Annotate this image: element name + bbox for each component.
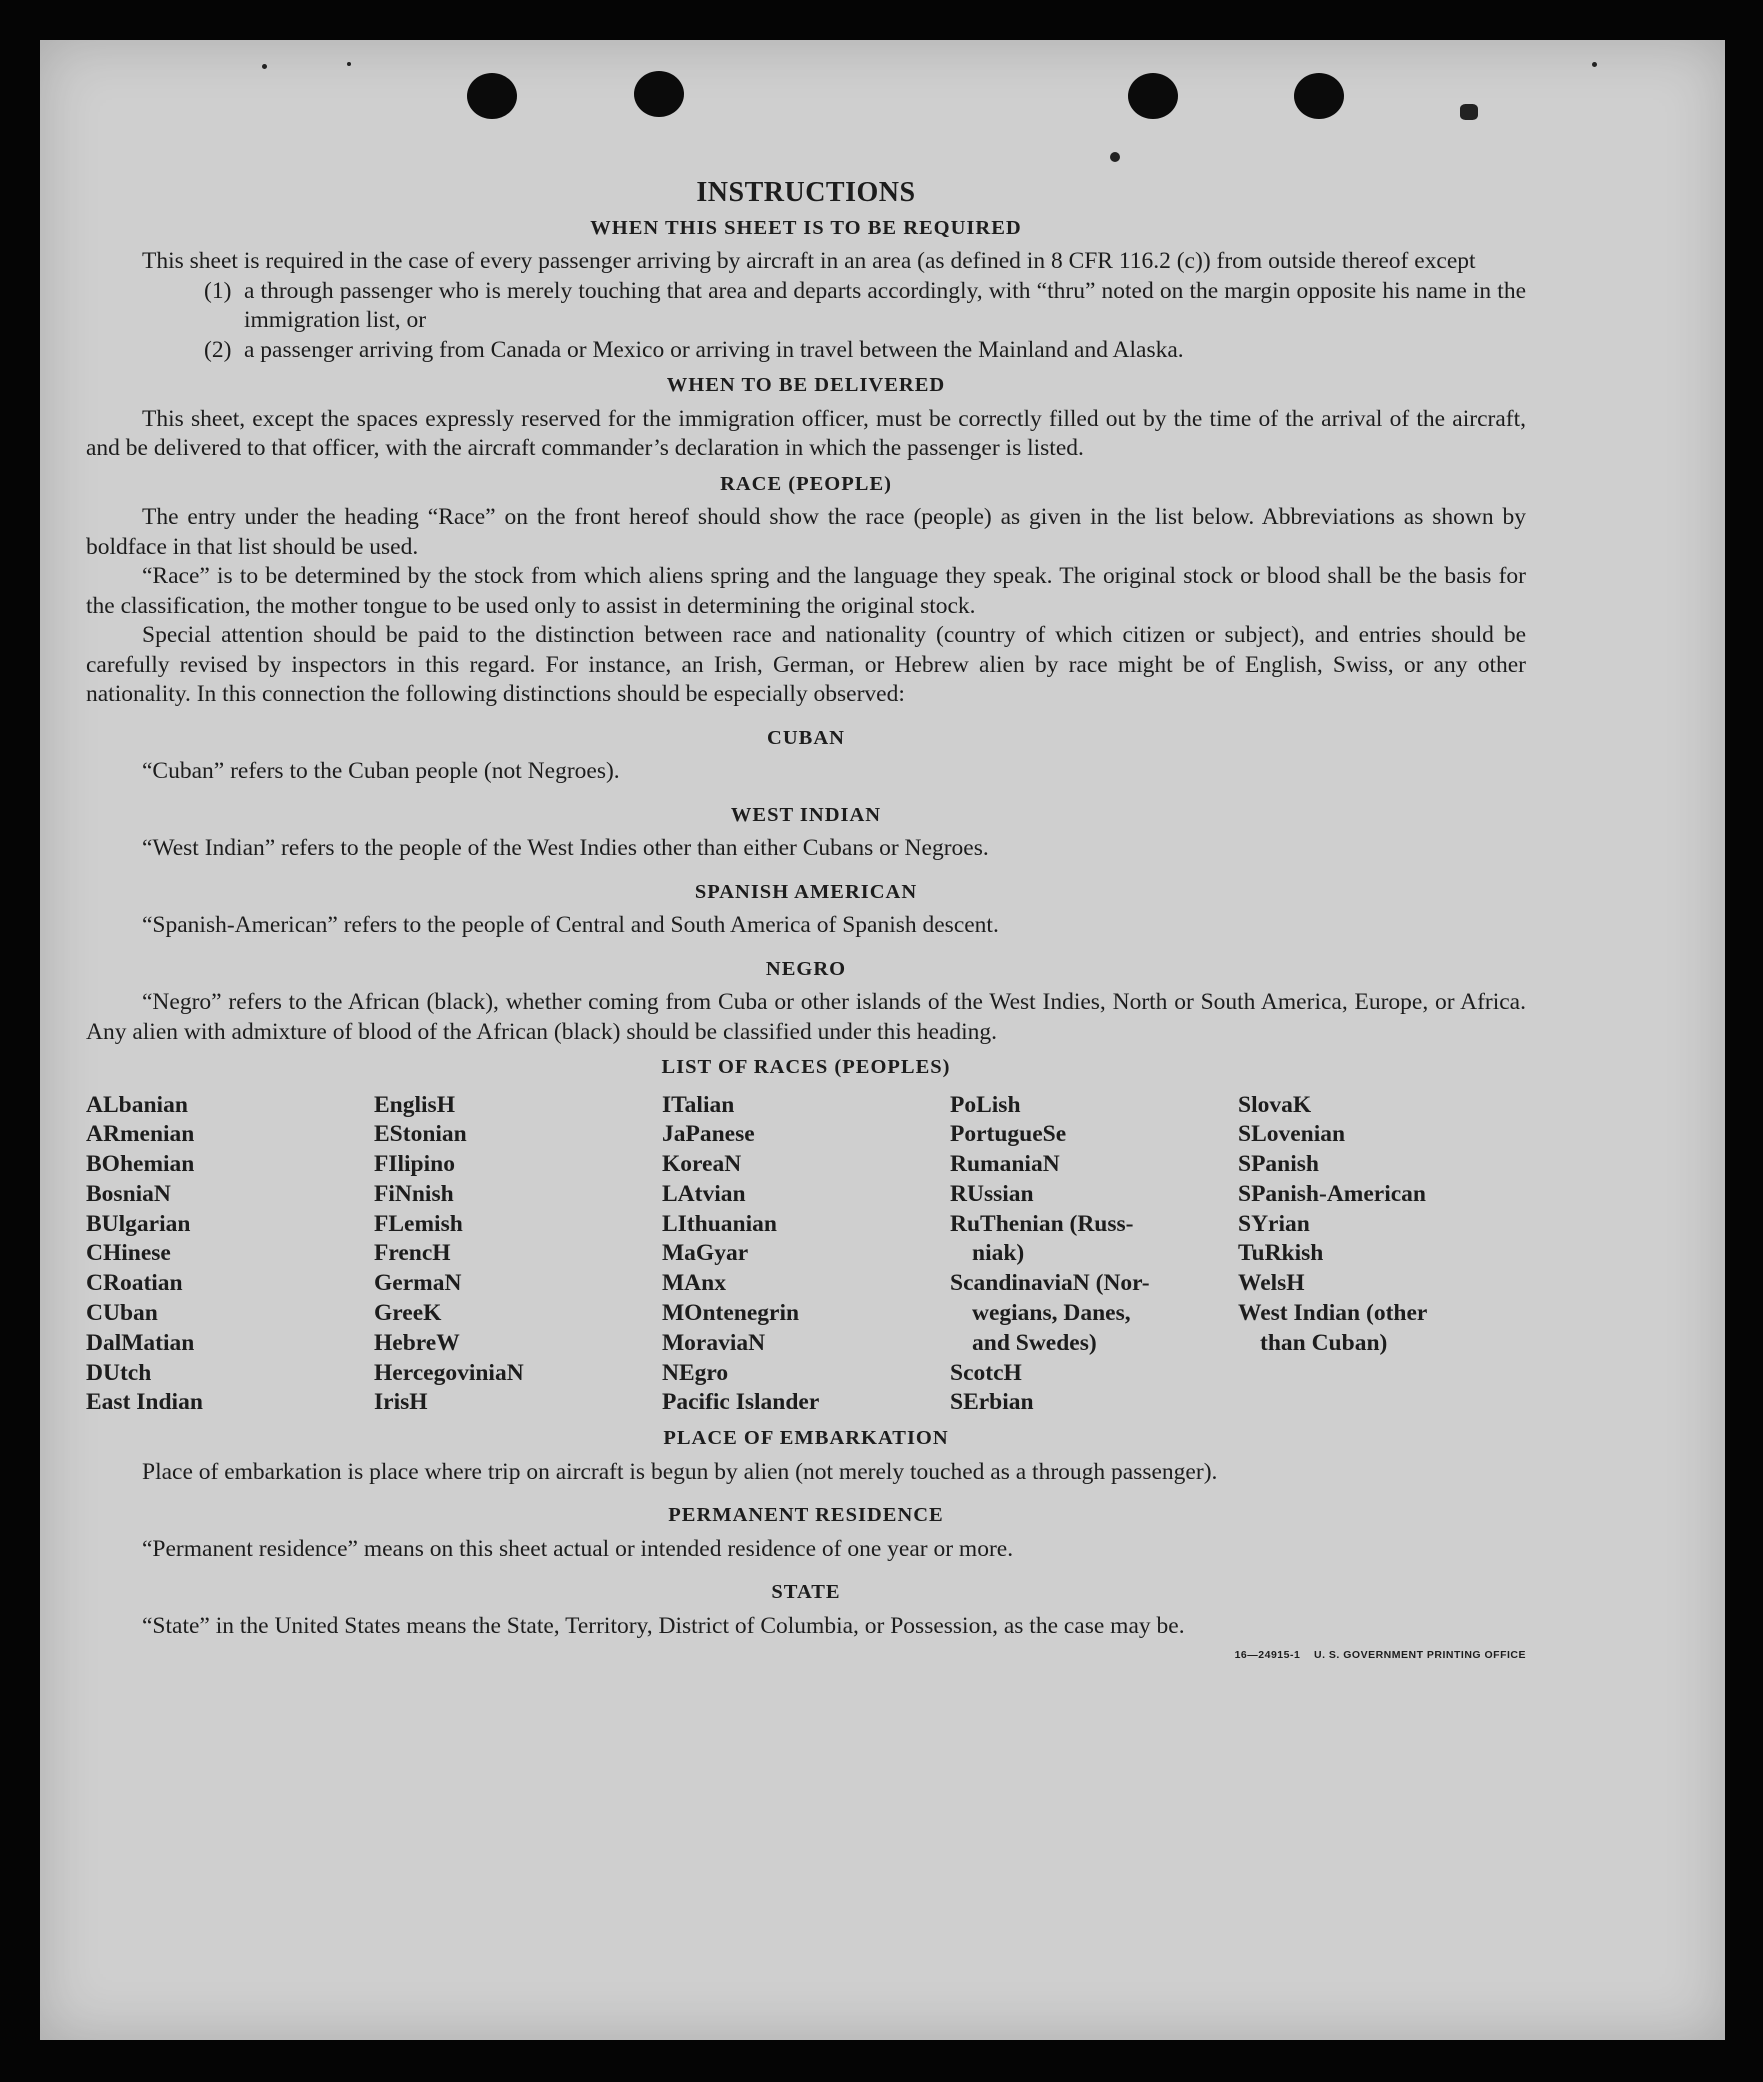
race-entry: LAtvian [662,1180,746,1207]
page-mark [262,64,267,69]
race-entry: NEgro [662,1359,729,1386]
race-entry: SPanish [1238,1151,1319,1178]
race-entry: RuThenian (Russ- [950,1210,1134,1237]
race-entry: than Cuban) [1260,1329,1388,1356]
race-entry: MOntenegrin [662,1300,800,1327]
section-heading: CUBAN [767,726,845,749]
race-entry: MAnx [662,1270,726,1297]
race-entry: HebreW [374,1329,460,1356]
race-entry: BUlgarian [86,1210,191,1237]
section-heading: WHEN TO BE DELIVERED [666,374,946,396]
section-heading: WHEN THIS SHEET IS TO BE REQUIRED [590,216,1022,239]
section-paragraph: “Cuban” refers to the Cuban people (not Negroes). [142,758,620,784]
race-entry: TuRkish [1238,1240,1324,1267]
section-heading: PLACE OF EMBARKATION [663,1427,949,1450]
race-column [662,1091,950,1419]
page-mark [1110,152,1120,162]
race-entry: niak) [972,1240,1025,1267]
section-paragraph: “Spanish-American” refers to the people of Central and South America of Spanish descent. [142,912,999,938]
exception-item [86,277,1526,336]
punch-hole [1128,73,1178,119]
section-heading: PERMANENT RESIDENCE [668,1504,944,1527]
section-heading: RACE (PEOPLE) [720,472,892,495]
race-column [950,1091,1238,1419]
race-entry: FLemish [374,1210,463,1237]
item-text: a passenger arriving from Canada or Mexico or arriving in travel between the Mainland and Alaska. [244,336,1184,363]
race-entry: BosniaN [86,1180,171,1207]
race-entry: DalMatian [86,1329,195,1356]
race-entry: East Indian [86,1389,203,1416]
race-entry: EnglisH [374,1091,455,1118]
printer-name: U. S. GOVERNMENT PRINTING OFFICE [1313,1649,1526,1662]
race-entry: PortugueSe [950,1121,1067,1148]
section-heading: NEGRO [765,957,847,980]
race-list [86,1091,1526,1419]
section-paragraph: Special attention should be paid to the distinction between race and nationality (country of which citizen or subject), and entries should be carefully revised by inspectors in this regard. For instance, an Irish, German, or Hebrew alien by race might be of English, Swiss, or any other nationality. In this connection the following distinctions should be especially observed: [86,622,1526,707]
race-entry: SPanish-American [1238,1180,1426,1207]
form-code: 16—24915-1 [1234,1649,1301,1662]
document-page [40,40,1725,2040]
race-entry: JaPanese [662,1121,755,1148]
section-paragraph: “Race” is to be determined by the stock from which aliens spring and the language they speak. The original stock or blood shall be the basis for the classification, the mother tongue to be used only to assist in determining the original stock. [86,563,1526,619]
race-entry: IrisH [374,1389,428,1416]
race-entry: HercegoviniaN [374,1359,524,1386]
race-entry: SLovenian [1238,1121,1346,1148]
race-entry: West Indian (other [1238,1300,1428,1327]
race-entry: SYrian [1238,1210,1310,1237]
race-entry: Pacific Islander [662,1389,820,1416]
section-paragraph: Place of embarkation is place where trip on aircraft is begun by alien (not merely touched as a through passenger). [142,1458,1218,1485]
section-heading: STATE [771,1581,841,1604]
section-paragraph: This sheet, except the spaces expressly reserved for the immigration officer, must be correctly filled out by the time of the arrival of the aircraft, and be delivered to that officer, with the aircraft commander’s declaration in which the passenger is listed. [86,405,1526,461]
punch-hole [1294,73,1344,119]
race-entry: GermaN [374,1270,462,1297]
race-entry: wegians, Danes, [972,1300,1131,1327]
race-entry: FIlipino [374,1151,455,1178]
section-heading: LIST OF RACES (PEOPLES) [661,1056,951,1078]
section-heading: SPANISH AMERICAN [694,880,918,903]
race-column [374,1091,662,1419]
race-entry: DUtch [86,1359,152,1386]
race-entry: ARmenian [86,1121,195,1148]
page-title: INSTRUCTIONS [696,177,916,208]
race-entry: CRoatian [86,1270,183,1297]
exception-item [86,336,1526,366]
page-mark [347,62,351,66]
section-paragraph: “Permanent residence” means on this sheet actual or intended residence of one year or more. [142,1535,1014,1562]
page-mark [1592,62,1597,67]
race-entry: EStonian [374,1121,467,1148]
race-entry: PoLish [950,1091,1021,1118]
race-entry: CHinese [86,1240,171,1267]
race-entry: ScandinaviaN (Nor- [950,1270,1150,1297]
race-entry: BOhemian [86,1151,195,1178]
instructions-content [86,178,1526,1675]
page-footer [86,1641,1526,1675]
page-mark [1460,104,1478,120]
race-entry: ITalian [662,1091,735,1118]
race-entry: WelsH [1238,1270,1305,1297]
race-entry: LIthuanian [662,1210,777,1237]
race-entry: SErbian [950,1389,1034,1416]
race-entry: RUssian [950,1180,1034,1207]
race-entry: MaGyar [662,1240,749,1267]
race-entry: MoraviaN [662,1329,766,1356]
punch-hole [634,71,684,117]
print-code [1235,1641,1526,1671]
race-column [86,1091,374,1419]
race-entry: and Swedes) [972,1329,1097,1356]
section-paragraph: This sheet is required in the case of every passenger arriving by aircraft in an area (as defined in 8 CFR 116.2 (c)) from outside thereof except [142,248,1476,274]
race-entry: KoreaN [662,1151,742,1178]
section-paragraph: “State” in the United States means the State, Territory, District of Columbia, or Possession, as the case may be. [142,1612,1185,1639]
section-heading: WEST INDIAN [730,803,882,826]
item-number: (2) [204,336,232,363]
punch-hole [467,73,517,119]
section-paragraph: The entry under the heading “Race” on the front hereof should show the race (people) as given in the list below. Abbreviations as shown by boldface in that list should be used. [86,504,1526,560]
race-entry: FiNnish [374,1180,454,1207]
section-paragraph: “Negro” refers to the African (black), whether coming from Cuba or other islands of the West Indies, North or South America, Europe, or Africa. Any alien with admixture of blood of the African (black) should be classified under this heading. [86,989,1526,1045]
race-entry: RumaniaN [950,1151,1060,1178]
race-entry: ALbanian [86,1091,188,1118]
race-entry: GreeK [374,1300,442,1327]
race-entry: SlovaK [1238,1091,1312,1118]
item-text: a through passenger who is merely touching that area and departs accordingly, with “thru” noted on the margin opposite his name in the immigration list, or [244,277,1526,333]
race-entry: FrencH [374,1240,451,1267]
race-entry: ScotcH [950,1359,1022,1386]
section-paragraph: “West Indian” refers to the people of the West Indies other than either Cubans or Negroes. [142,835,989,861]
race-entry: CUban [86,1300,158,1327]
item-number: (1) [204,277,232,304]
race-column [1238,1091,1526,1419]
